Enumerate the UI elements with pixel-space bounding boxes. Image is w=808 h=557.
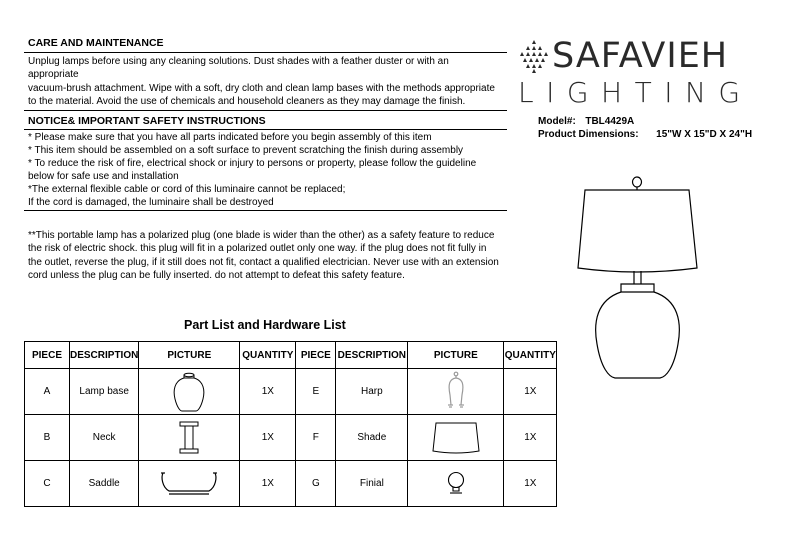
picture-cell [408, 415, 504, 461]
piece-cell: G [296, 461, 336, 507]
care-line: to the material. Avoid the use of chemicals and household cleaners as they may damage the finish. [28, 95, 466, 107]
chandelier-logo-icon [517, 38, 551, 74]
quantity-cell: 1X [240, 415, 296, 461]
model-label: Model#: [538, 116, 576, 127]
care-title: CARE AND MAINTENANCE [28, 37, 164, 49]
safety-line: *The external flexible cable or cord of this luminaire cannot be replaced; [28, 184, 346, 195]
header-description: DESCRIPTION [70, 342, 139, 369]
safety-title: NOTICE& IMPORTANT SAFETY INSTRUCTIONS [28, 115, 266, 127]
table-row [25, 369, 557, 415]
model-value: TBL4429A [585, 116, 635, 127]
lamp-base-icon [171, 371, 207, 413]
header-picture: PICTURE [139, 342, 240, 369]
saddle-icon [159, 467, 219, 501]
picture-cell [139, 415, 240, 461]
picture-cell [139, 461, 240, 507]
header-quantity: QUANTITY [504, 342, 557, 369]
quantity-cell: 1X [240, 369, 296, 415]
table-row [25, 415, 557, 461]
plug-notice [28, 229, 499, 282]
lamp-illustration [575, 172, 700, 382]
picture-cell [408, 369, 504, 415]
header-quantity: QUANTITY [240, 342, 296, 369]
harp-icon [444, 371, 468, 413]
safety-line: * To reduce the risk of fire, electrical shock or injury to persons or property, please follow the guideline [28, 158, 477, 169]
piece-cell: B [25, 415, 70, 461]
model-row [538, 115, 634, 128]
care-bottom-divider [24, 110, 507, 111]
header-picture: PICTURE [408, 342, 504, 369]
header-piece: PIECE [25, 342, 70, 369]
neck-icon [177, 420, 201, 456]
piece-cell: C [25, 461, 70, 507]
safety-bottom-divider [24, 210, 507, 211]
piece-cell: A [25, 369, 70, 415]
plug-notice-line: the risk of electric shock. this plug will fit in a polarized outlet only one way. if the plug does not fit fully in [28, 243, 487, 255]
dimensions-row [538, 128, 752, 141]
safety-line: below for safe use and installation [28, 171, 179, 182]
description-cell: Saddle [70, 461, 139, 507]
care-text [28, 55, 495, 108]
piece-cell: E [296, 369, 336, 415]
piece-cell: F [296, 415, 336, 461]
dimensions-value: 15"W X 15"D X 24"H [656, 129, 753, 140]
description-cell: Finial [336, 461, 408, 507]
quantity-cell: 1X [504, 461, 557, 507]
safety-line: * This item should be assembled on a soft surface to prevent scratching the finish during assembly [28, 145, 464, 156]
care-line: vacuum-brush attachment. Wipe with a soft, dry cloth and clean lamp bases with the methods appropriate [28, 82, 495, 94]
quantity-cell: 1X [240, 461, 296, 507]
brand-name-top: SAFAVIEH [552, 36, 729, 76]
parts-table [24, 341, 557, 507]
care-line: appropriate [28, 69, 79, 81]
header-description: DESCRIPTION [336, 342, 408, 369]
finial-icon [444, 469, 468, 499]
plug-notice-line: cord unless the plug can be fully inserted. do not attempt to defeat this safety feature. [28, 269, 405, 281]
safety-line: If the cord is damaged, the luminaire shall be destroyed [28, 197, 274, 208]
quantity-cell: 1X [504, 415, 557, 461]
safety-line: * Please make sure that you have all parts indicated before you begin assembly of this item [28, 132, 432, 143]
description-cell: Lamp base [70, 369, 139, 415]
description-cell: Harp [336, 369, 408, 415]
brand-name-bottom: LIGHTING [518, 76, 753, 109]
parts-table-header [25, 342, 557, 369]
parts-table-title: Part List and Hardware List [184, 318, 346, 332]
care-divider [24, 52, 507, 53]
dimensions-label: Product Dimensions: [538, 129, 639, 140]
picture-cell [408, 461, 504, 507]
plug-notice-line: the outlet, reverse the plug, if it still does not fit, contact a qualified electrician. Never use with an extension [28, 256, 499, 268]
description-cell: Neck [70, 415, 139, 461]
care-line: Unplug lamps before using any cleaning solutions. Dust shades with a feather duster or with an [28, 56, 449, 67]
description-cell: Shade [336, 415, 408, 461]
table-row [25, 461, 557, 507]
picture-cell [139, 369, 240, 415]
safety-divider [24, 129, 507, 130]
quantity-cell: 1X [504, 369, 557, 415]
plug-notice-line: **This portable lamp has a polarized plug (one blade is wider than the other) as a safety feature to reduce [28, 230, 495, 241]
shade-icon [431, 420, 481, 456]
safety-text [28, 131, 476, 209]
header-piece: PIECE [296, 342, 336, 369]
